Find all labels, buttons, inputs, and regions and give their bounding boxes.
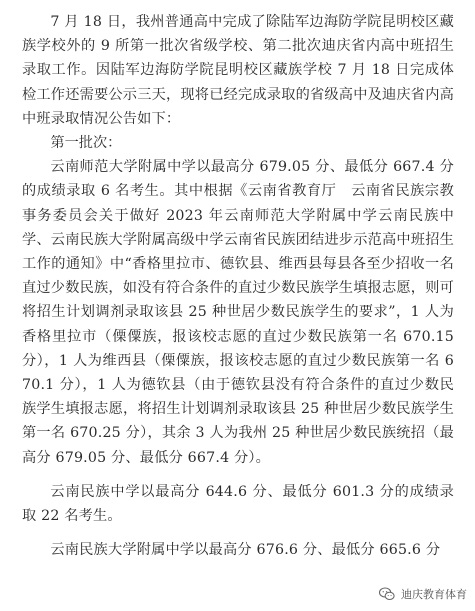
- article-body: [22, 10, 454, 562]
- intro-paragraph: 7 月 18 日，我州普通高中完成了除陆军边海防学院昆明校区藏族学校外的 9 所第一批次省级学校、第二批次迪庆省内高中班招生录取工作。因陆军边海防学院昆明校区藏族学校 7 月 18 日完成体检工作还需要公示三天，现将已经完成录取的省级高中及迪庆省内高中班录取情况公告如下：: [22, 14, 454, 127]
- school-paragraph-minda-fuzhong: 云南民族大学附属中学以最高分 676.6 分、最低分 665.6 分: [50, 542, 441, 559]
- school-paragraph-shida-fuzhong: 云南师范大学附属中学以最高分 679.05 分、最低分 667.4 分的成绩录取 6 名考生。其中根据《云南省教育厅 云南省民族宗教事务委员会关于做好 2023 年云南师范大学附属中学云南民族中学、云南民族大学附属高级中学云南省民族团结进步示范高中班招生工作的通知》中“香格里拉市、德钦县、维西县每县各至少招收一名直过少数民族，如没有符合条件的直过少数民族学生填报志愿，则可将招生计划调剂录取该县 25 种世居少数民族学生的要求”，1 人为香格里拉市（傈僳族，报该校志愿的直过少数民族第一名 670.15 分），1 人为维西县（傈僳族，报该校志愿的直过少数民族第一名 670.1 分），1 人为德钦县（由于德钦县没有符合条件的直过少数民族学生填报志愿，将招生计划调剂录取该县 25 种世居少数民族学生第一名 670.25 分），其余 3 人为我州 25 种世居少数民族统招（最高分 679.05 分、最低分 667.4 分）。: [22, 159, 454, 466]
- school-paragraph-minzu-zhongxue: 云南民族中学以最高分 644.6 分、最低分 601.3 分的成绩录取 22 名考生。: [22, 483, 454, 525]
- watermark-text: 迪庆教育体育: [401, 588, 467, 601]
- wechat-logo-icon: [378, 585, 396, 603]
- watermark: [378, 585, 467, 603]
- section-heading: 第一批次：: [50, 135, 122, 152]
